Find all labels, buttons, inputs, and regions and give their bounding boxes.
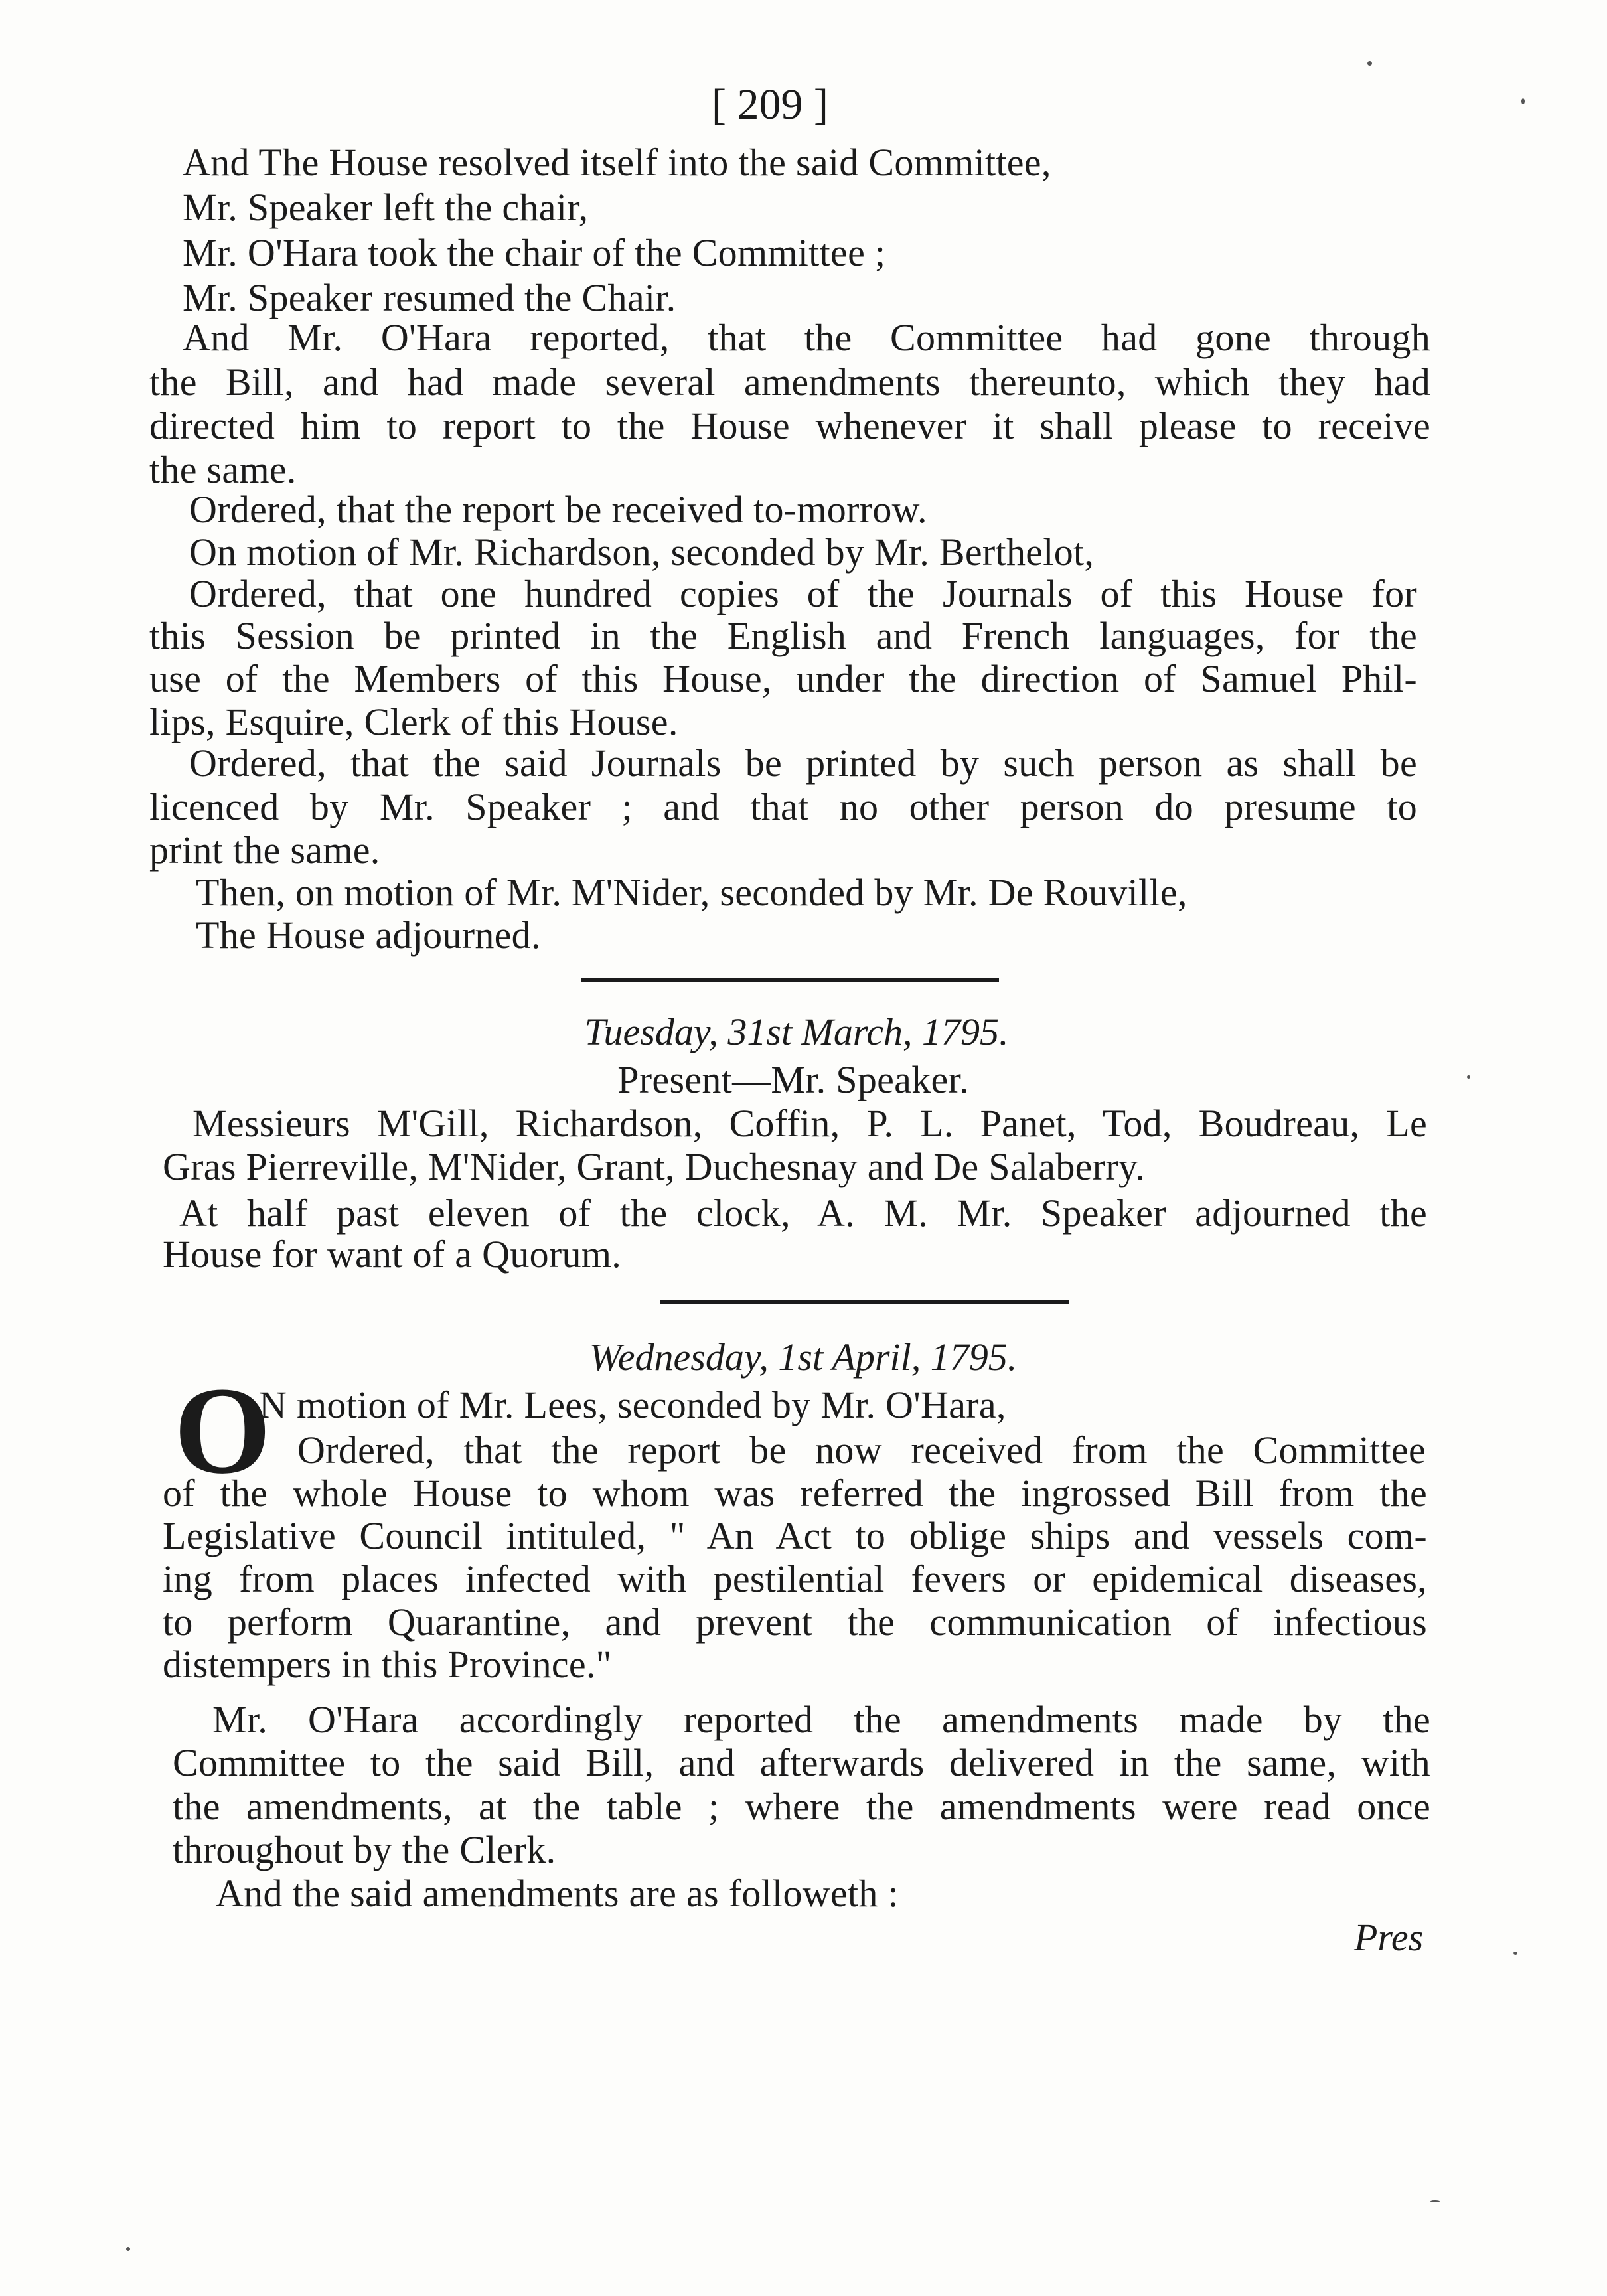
text-line: The House adjourned. <box>196 913 541 957</box>
text-line: On motion of Mr. Richardson, seconded by Mr. Berthelot, <box>189 530 1095 574</box>
catchword: Pres <box>1354 1916 1424 1959</box>
section-rule <box>581 978 999 982</box>
text-line: use of the Members of this House, under the direction of Samuel Phil- <box>149 657 1417 700</box>
text-line: Gras Pierreville, M'Nider, Grant, Duchesnay and De Salaberry. <box>163 1145 1146 1188</box>
text-line: Mr. O'Hara took the chair of the Committee ; <box>183 231 886 274</box>
date-heading: Wednesday, 1st April, 1795. <box>589 1336 1018 1379</box>
scan-speck <box>1467 1075 1470 1079</box>
scan-speck <box>126 2247 130 2251</box>
scan-speck <box>1513 1952 1517 1955</box>
text-line: the same. <box>149 448 297 491</box>
text-line: Ordered, that the said Journals be printed by such person as shall be <box>189 741 1417 785</box>
text-line: lips, Esquire, Clerk of this House. <box>149 700 678 743</box>
scan-speck <box>1521 98 1525 104</box>
text-line: Ordered, that the report be received to-morrow. <box>189 488 927 531</box>
text-line: Then, on motion of Mr. M'Nider, seconded by Mr. De Rouville, <box>196 871 1187 914</box>
text-line: directed him to report to the House whenever it shall please to receive <box>149 404 1430 447</box>
text-line: And the said amendments are as followeth : <box>216 1872 899 1915</box>
text-line: throughout by the Clerk. <box>173 1828 556 1871</box>
text-line: Mr. O'Hara accordingly reported the amendments made by the <box>212 1698 1430 1741</box>
text-line: And Mr. O'Hara reported, that the Committee had gone through <box>183 316 1430 359</box>
section-rule <box>660 1300 1069 1304</box>
text-line: licenced by Mr. Speaker ; and that no other person do presume to <box>149 785 1417 828</box>
text-line: this Session be printed in the English and French languages, for the <box>149 614 1417 657</box>
text-line: of the whole House to whom was referred the ingrossed Bill from the <box>163 1472 1427 1515</box>
text-line: print the same. <box>149 828 380 872</box>
present-line: Present—Mr. Speaker. <box>617 1058 969 1101</box>
text-line: ing from places infected with pestilential fevers or epidemical diseases, <box>163 1557 1427 1600</box>
text-line: Committee to the said Bill, and afterwards delivered in the same, with <box>173 1741 1430 1784</box>
text-line: Mr. Speaker resumed the Chair. <box>183 276 676 319</box>
drop-cap: O <box>174 1361 271 1499</box>
date-heading: Tuesday, 31st March, 1795. <box>584 1010 1009 1053</box>
text-line: the amendments, at the table ; where the amendments were read once <box>173 1785 1430 1828</box>
text-line: Messieurs M'Gill, Richardson, Coffin, P. L. Panet, Tod, Boudreau, Le <box>192 1102 1427 1145</box>
text-line: House for want of a Quorum. <box>163 1233 622 1276</box>
text-line: Ordered, that one hundred copies of the Journals of this House for <box>189 572 1417 615</box>
scan-speck <box>1367 61 1372 66</box>
text-line: Mr. Speaker left the chair, <box>183 186 589 229</box>
text-line: And The House resolved itself into the said Committee, <box>183 141 1051 184</box>
text-line: Legislative Council intituled, " An Act to oblige ships and vessels com- <box>163 1514 1427 1557</box>
text-line: At half past eleven of the clock, A. M. Mr. Speaker adjourned the <box>179 1191 1427 1235</box>
text-line: to perform Quarantine, and prevent the communication of infectious <box>163 1600 1427 1644</box>
text-line: Ordered, that the report be now received from the Committee <box>297 1428 1426 1472</box>
text-line: N motion of Mr. Lees, seconded by Mr. O'Hara, <box>259 1383 1006 1426</box>
page-number: [ 209 ] <box>712 80 828 129</box>
text-line: the Bill, and had made several amendments thereunto, which they had <box>149 360 1430 404</box>
text-line: distempers in this Province." <box>163 1643 612 1686</box>
scan-speck <box>1430 2200 1440 2202</box>
